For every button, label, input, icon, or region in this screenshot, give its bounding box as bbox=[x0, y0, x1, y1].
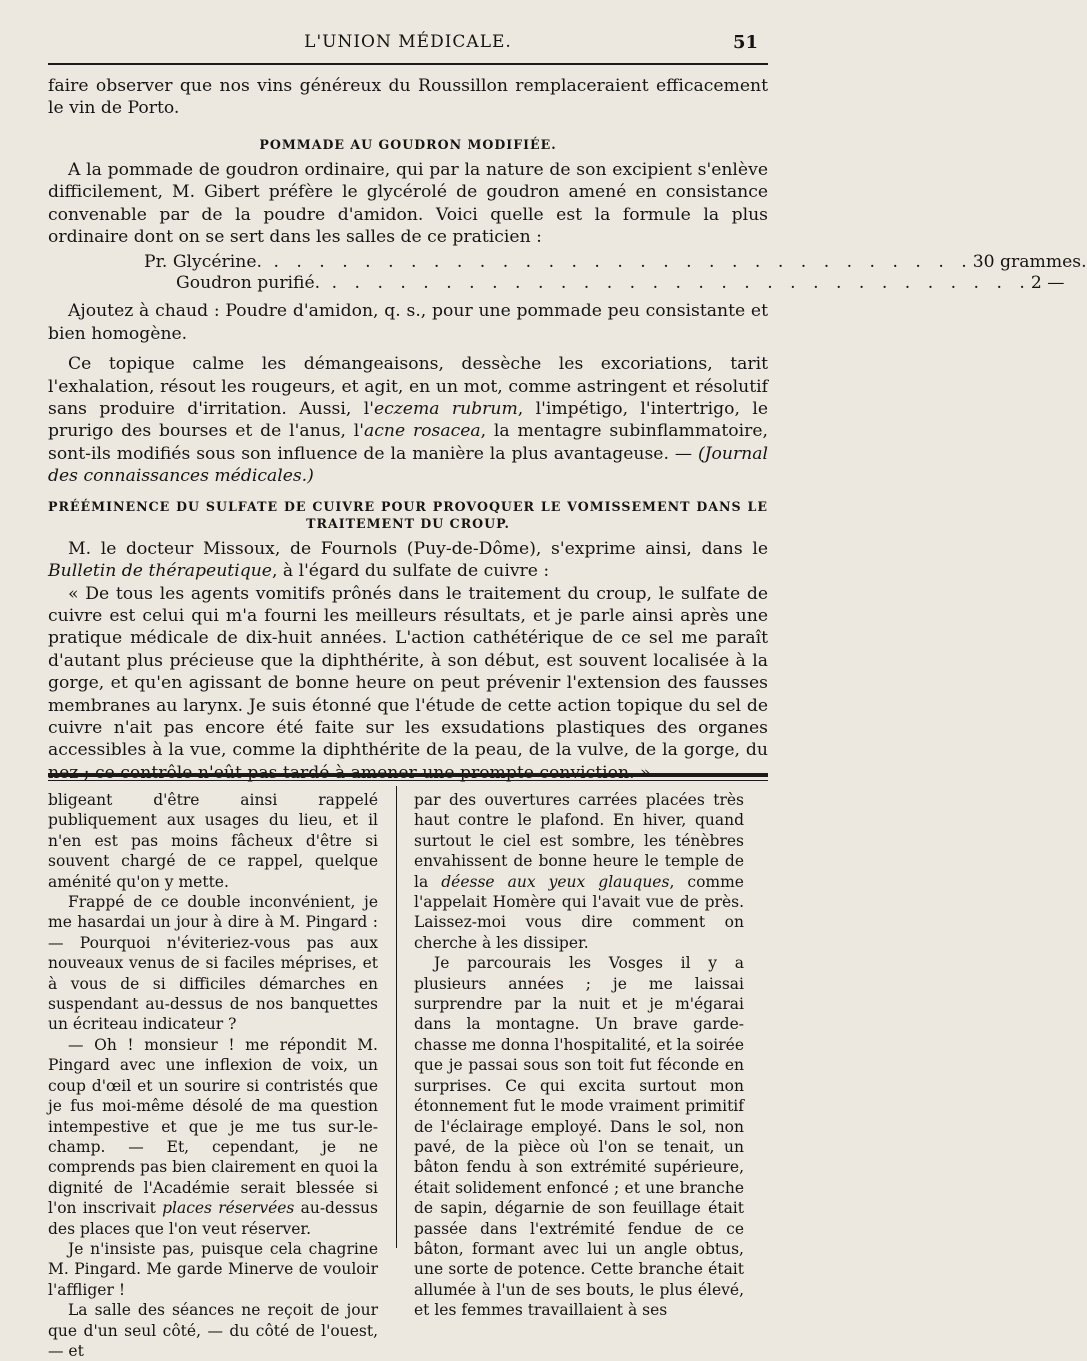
formula-block bbox=[48, 252, 1087, 294]
feuilleton-paragraph: Frappé de ce double inconvénient, je me hasardai un jour à dire à M. Pingard : — Pourquoi n'éviteriez-vous pas aux nouveaux venus de si faciles méprises, et à vous de si difficiles démarches en suspendant au-dessus de nos banquettes un écriteau indicateur ? bbox=[48, 893, 378, 1034]
formula-quantity: 30 grammes. bbox=[972, 252, 1087, 273]
pommade-paragraph-2: Ajoutez à chaud : Poudre d'amidon, q. s., pour une pommade peu consistante et bien homogène. bbox=[48, 301, 768, 344]
formula-quantity: 2 — bbox=[1030, 273, 1065, 294]
feuilleton-paragraph: La salle des séances ne reçoit de jour que d'un seul côté, — du côté de l'ouest, — et bbox=[48, 1301, 378, 1360]
continuation-paragraph: faire observer que nos vins généreux du Roussillon remplaceraient efficacement le vin de Porto. bbox=[48, 76, 768, 119]
leader-dots: . . . . . . . . . . . . . . . . . . . . . . . . . . . . . . . bbox=[320, 273, 1031, 294]
formula-row bbox=[48, 273, 1065, 294]
source-citation: (Journal des connaissances médicales.) bbox=[48, 443, 768, 487]
sulfate-quote-paragraph: « De tous les agents vomitifs prônés dans le traitement du croup, le sulfate de cuivre est celui qui m'a fourni les meilleurs résultats, et je parle ainsi après une pratique médicale de dix-huit années. L'action cathétérique de ce sel me paraît d'autant plus précieuse que la diphthérite, à son début, est souvent localisée à la gorge, et qu'en agissant de bonne heure on peut prévenir l'extension des fausses membranes au larynx. Je suis étonné que l'étude de cette action topique du sel de cuivre n'ait pas encore été faite sur les exsudations plastiques des organes accessibles à la vue, comme la diphthérite de la peau, de la vulve, de la gorge, du bbox=[48, 583, 768, 761]
page-number: 51 bbox=[732, 32, 758, 53]
leader-dots: . . . . . . . . . . . . . . . . . . . . . . . . . . . . . . . bbox=[261, 252, 973, 273]
column-divider bbox=[396, 786, 397, 1248]
feuilleton-paragraph: Je n'insiste pas, puisque cela chagrine M. Pingard. Me garde Minerve de vouloir l'affliger ! bbox=[48, 1239, 378, 1299]
feuilleton-right-column bbox=[414, 790, 744, 1321]
pommade-paragraph-1: A la pommade de goudron ordinaire, qui par la nature de son excipient s'enlève difficilement, M. Gibert préfère le glycérolé de goudron amené en consistance convenable par de la poudre d'amidon. Voici quelle est la formule la plus ordinaire dont on se sert dans les salles de ce praticien : bbox=[48, 159, 768, 248]
feuilleton-paragraph: bligeant d'être ainsi rappelé publiquement aux usages du lieu, et il n'en est pas moins fâcheux d'être si souvent chargé de ce rappel, quelque aménité qu'on y mette. bbox=[48, 791, 378, 891]
feuilleton-paragraph: par des ouvertures carrées placées très haut contre le plafond. En hiver, quand surtout le ciel est sombre, les ténèbres envahissent de bonne heure le temple de la déesse aux yeux glauques, comme l'appelait Homère qui l'avait vue de près. Laissez-moi vous dire comment on cherche à les dissiper. bbox=[414, 791, 744, 952]
main-article-area bbox=[48, 75, 1087, 784]
feuilleton-left-column bbox=[48, 790, 378, 1361]
page-header bbox=[48, 30, 768, 56]
header-rule bbox=[48, 63, 768, 65]
pommade-paragraph-3: Ce topique calme les démangeaisons, dessèche les excoriations, tarit l'exhalation, résout les rougeurs, et agit, en un mot, comme astringent et résolutif sans produire d'irritation. Aussi, l'eczema rubrum, l'impétigo, l'intertrigo, le prurigo des bourses et de l'anus, l'acne rosacea, la mentagre subinflammatoire, sont-ils modifiés sous son influence de la manière la plus avantageuse. — (Journal des connaissances médicales.) bbox=[48, 354, 769, 487]
feuilleton-paragraph: Je parcourais les Vosges il y a plusieurs années ; je me laissai surprendre par la nuit et je m'égarai dans la montagne. Un brave garde-chasse me donna l'hospitalité, et la soirée que je passai sous son toit fut féconde en surprises. Ce qui excita surtout mon étonnement fut le mode vraiment primitif de l'éclairage employé. Dans le sol, non pavé, de la pièce où l'on se tenait, un bâton fendu à son extrémité supérieure, était solidement enfoncé ; et une branche de sapin, dégarnie de son feuillage était passée dans l'extrémité fendue de ce bâton, formant avec lui un angle obtus, une sorte de potence. Cette branche était allumée à l'un de ses bouts, le plus élevé, et les femmes travaillaient à ses bbox=[414, 954, 744, 1320]
formula-ingredient: Goudron purifié. bbox=[176, 273, 321, 294]
feuilleton-paragraph: — Oh ! monsieur ! me répondit M. Pingard avec une inflexion de voix, un coup d'œil et un sourire si contristés que je fus moi-même désolé de ma question intempestive et que je me tus sur-le-champ. — Et, cependant, je ne comprends pas bien clairement en quoi la dignité de l'Académie serait blessée si l'on inscrivait places réservées au-dessus des places que l'on veut réserver. bbox=[48, 1035, 378, 1238]
sulfate-paragraph-1: M. le docteur Missoux, de Fournols (Puy-de-Dôme), s'exprime ainsi, dans le Bulletin de thérapeutique, à l'égard du sulfate de cuivre : bbox=[48, 538, 768, 582]
feuilleton-rule-thin bbox=[48, 780, 768, 781]
section-title-sulfate: PRÉÉMINENCE DU SULFATE DE CUIVRE POUR PROVOQUER LE VOMISSEMENT DANS LE TRAITEMENT DU CROUP. bbox=[48, 498, 768, 531]
formula-ingredient: Pr. Glycérine. bbox=[144, 252, 262, 273]
section-title-pommade: POMMADE AU GOUDRON MODIFIÉE. bbox=[259, 136, 557, 152]
feuilleton-rule-thick bbox=[48, 773, 768, 777]
formula-row bbox=[48, 252, 1087, 273]
journal-title: L'UNION MÉDICALE. bbox=[304, 32, 512, 52]
